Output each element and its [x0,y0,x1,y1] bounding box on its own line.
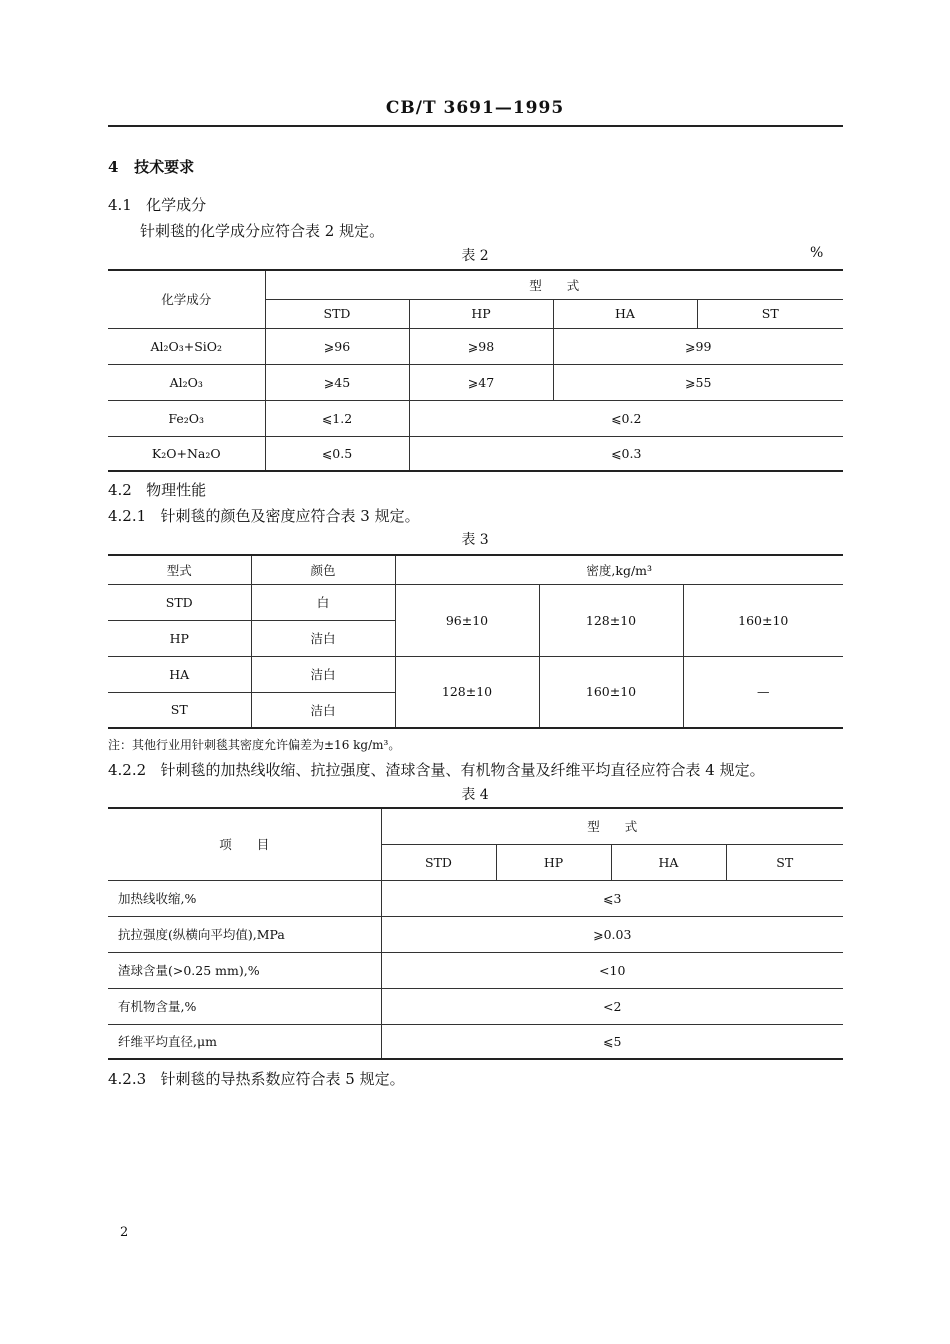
section-4-2-1-text [108,505,420,526]
table-row [108,988,843,1024]
component-name: Fe₂O₃ [108,400,265,436]
hp-value: ⩾98 [409,328,553,364]
density-cell: 96±10 [395,584,539,656]
table2-type-ha: HA [553,299,697,328]
density-cell: 160±10 [683,584,843,656]
item-name: 渣球含量(>0.25 mm),% [108,952,381,988]
section-4-heading [108,156,194,177]
std-value: ⩽0.5 [265,436,409,471]
type-cell: HP [108,620,251,656]
standard-header: CB/T 3691—1995 [385,98,565,118]
section-4-1-heading [108,194,206,215]
section-text: 针刺毯的加热线收缩、抗拉强度、渣球含量、有机物含量及纤维平均直径应符合表 4 规定。 [160,761,765,779]
hp-ha-st-value: ⩽0.2 [409,400,843,436]
color-cell: 洁白 [251,620,395,656]
section-4-2-2-text [108,759,765,780]
color-cell: 白 [251,584,395,620]
hp-value: ⩾47 [409,364,553,400]
section-number: 4.2.1 [108,507,147,525]
section-4-1-text: 针刺毯的化学成分应符合表 2 规定。 [140,222,385,240]
table-row [108,916,843,952]
section-4-2-3-text [108,1068,405,1089]
table2-unit: % [810,245,824,261]
ha-st-value: ⩾99 [553,328,843,364]
table3-header-color: 颜色 [251,555,395,584]
density-cell: — [683,656,843,728]
section-title: 技术要求 [134,158,195,176]
color-cell: 洁白 [251,692,395,728]
table2-caption: 表 2 [461,248,489,264]
section-number: 4.1 [108,196,132,214]
table-row [108,656,843,692]
section-number: 4.2.2 [108,761,147,779]
section-title: 化学成分 [146,196,207,214]
section-4-2-heading [108,479,206,500]
item-name: 有机物含量,% [108,988,381,1024]
table-4 [108,807,843,1060]
header-rule [108,125,843,127]
item-value: <2 [381,988,843,1024]
item-value: ⩽5 [381,1024,843,1059]
table4-type-st: ST [726,844,843,880]
page-number: 2 [120,1225,129,1240]
std-value: ⩽1.2 [265,400,409,436]
table2-header-type: 型 式 [265,270,843,299]
table-row [108,952,843,988]
table4-type-ha: HA [611,844,726,880]
table-row [108,400,843,436]
item-value: ⩽3 [381,880,843,916]
hp-ha-st-value: ⩽0.3 [409,436,843,471]
item-name: 抗拉强度(纵横向平均值),MPa [108,916,381,952]
table-row [108,1024,843,1059]
table3-header-density: 密度,kg/m³ [395,555,843,584]
ha-st-value: ⩾55 [553,364,843,400]
std-value: ⩾96 [265,328,409,364]
table2-type-st: ST [697,299,843,328]
table-row [108,584,843,620]
item-value: <10 [381,952,843,988]
table-2 [108,269,843,472]
table3-caption: 表 3 [461,532,489,548]
table4-caption: 表 4 [461,787,489,803]
section-number: 4 [108,158,119,176]
table-row [108,328,843,364]
table-row [108,364,843,400]
type-cell: ST [108,692,251,728]
section-text: 针刺毯的导热系数应符合表 5 规定。 [160,1070,405,1088]
section-number: 4.2 [108,481,132,499]
item-name: 加热线收缩,% [108,880,381,916]
density-cell: 128±10 [539,584,683,656]
component-name: K₂O+Na₂O [108,436,265,471]
table3-note: 注：其他行业用针刺毯其密度允许偏差为±16 kg/m³。 [108,738,401,752]
table-row [108,436,843,471]
component-name: Al₂O₃+SiO₂ [108,328,265,364]
section-text: 针刺毯的颜色及密度应符合表 3 规定。 [160,507,420,525]
std-value: ⩾45 [265,364,409,400]
component-name: Al₂O₃ [108,364,265,400]
table2-type-std: STD [265,299,409,328]
table-3 [108,554,843,729]
section-number: 4.2.3 [108,1070,147,1088]
table4-type-std: STD [381,844,496,880]
type-cell: STD [108,584,251,620]
color-cell: 洁白 [251,656,395,692]
table2-type-hp: HP [409,299,553,328]
table3-header-type: 型式 [108,555,251,584]
type-cell: HA [108,656,251,692]
density-cell: 160±10 [539,656,683,728]
table4-type-hp: HP [496,844,611,880]
table4-header-type: 型 式 [381,808,843,844]
table-row [108,880,843,916]
item-name: 纤维平均直径,μm [108,1024,381,1059]
table2-header-component: 化学成分 [108,270,265,328]
density-cell: 128±10 [395,656,539,728]
item-value: ⩾0.03 [381,916,843,952]
section-title: 物理性能 [146,481,207,499]
table4-header-item: 项 目 [108,808,381,880]
